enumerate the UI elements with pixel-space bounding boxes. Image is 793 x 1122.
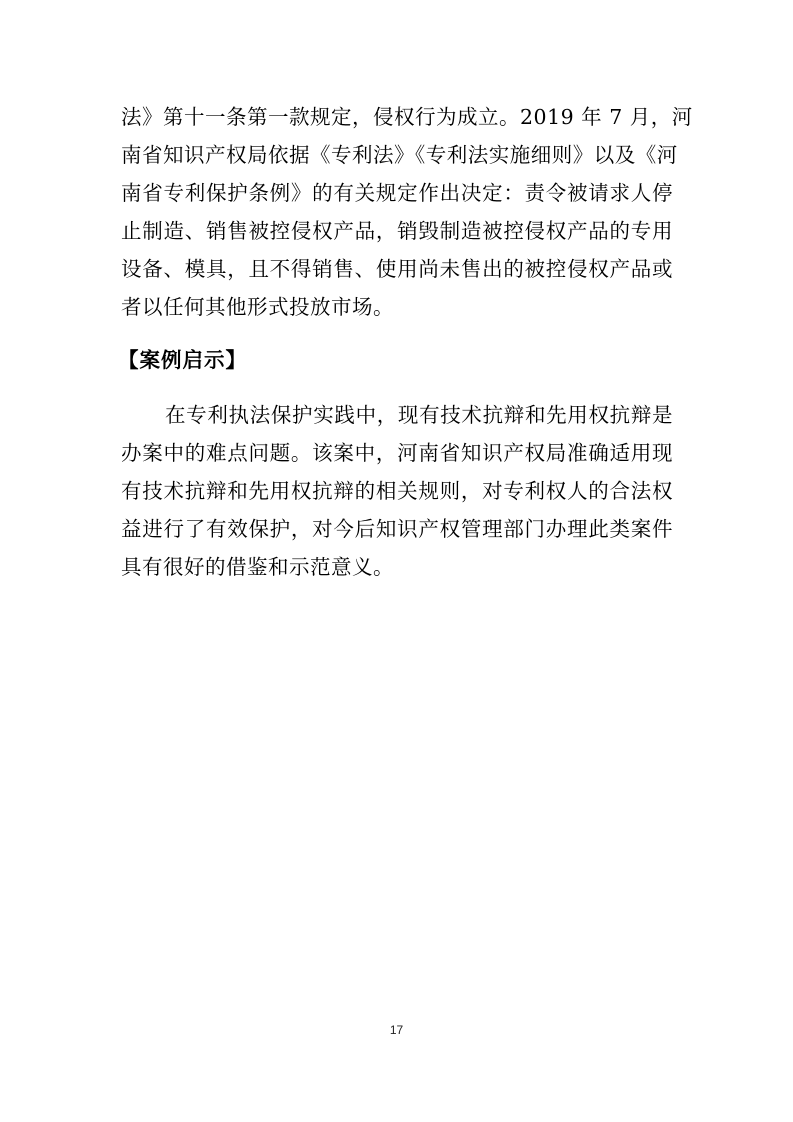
text-line: 者以任何其他形式投放市场。: [121, 295, 394, 319]
page-number: 17: [389, 1023, 404, 1037]
text-line: 具有很好的借鉴和示范意义。: [121, 555, 394, 579]
text-line: 益进行了有效保护，对今后知识产权管理部门办理此类案件: [121, 517, 673, 541]
section-heading: 【案例启示】: [118, 348, 247, 372]
text-line: 南省专利保护条例》的有关规定作出决定：责令被请求人停: [121, 181, 673, 205]
text-line: 设备、模具，且不得销售、使用尚未售出的被控侵权产品或: [121, 257, 673, 281]
text-line: 止制造、销售被控侵权产品，销毁制造被控侵权产品的专用: [121, 219, 673, 243]
text-line: 办案中的难点问题。该案中，河南省知识产权局准确适用现: [121, 441, 673, 465]
text-line: 有技术抗辩和先用权抗辩的相关规则，对专利权人的合法权: [121, 479, 673, 503]
text-line: 在专利执法保护实践中，现有技术抗辩和先用权抗辩是: [165, 403, 673, 427]
text-line: 南省知识产权局依据《专利法》《专利法实施细则》以及《河: [121, 143, 678, 167]
text-line: 法》第十一条第一款规定，侵权行为成立。2019 年 7 月，河: [121, 105, 693, 129]
